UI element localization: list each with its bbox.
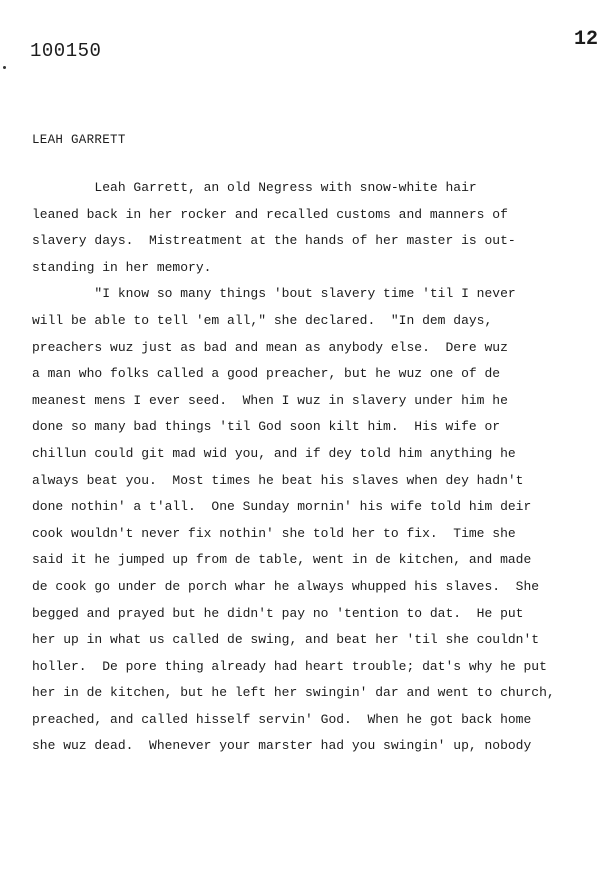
text-line: will be able to tell 'em all," she declared. "In dem days, <box>32 312 493 328</box>
text-line: standing in her memory. <box>32 259 212 275</box>
page-number: 12 <box>574 28 599 51</box>
text-line: said it he jumped up from de table, went in de kitchen, and made <box>32 552 532 568</box>
text-line: meanest mens I ever seed. When I wuz in slavery under him he <box>32 392 508 408</box>
text-line: begged and prayed but he didn't pay no 'tention to dat. He put <box>32 605 524 621</box>
text-line: always beat you. Most times he beat his slaves when dey hadn't <box>32 472 524 488</box>
text-line: cook wouldn't never fix nothin' she told her to fix. Time she <box>32 525 516 541</box>
scan-speck <box>3 66 6 69</box>
text-line: preached, and called hisself servin' God. When he got back home <box>32 711 532 727</box>
text-line: de cook go under de porch whar he always whupped his slaves. She <box>32 578 540 594</box>
subject-heading: LEAH GARRETT <box>32 133 126 147</box>
text-line: she wuz dead. Whenever your marster had you swingin' up, nobody <box>32 738 532 754</box>
text-line: done so many bad things 'til God soon kilt him. His wife or <box>32 419 501 435</box>
text-line: holler. De pore thing already had heart trouble; dat's why he put <box>32 658 547 674</box>
text-line: chillun could git mad wid you, and if dey told him anything he <box>32 445 516 461</box>
document-id: 100150 <box>30 40 102 62</box>
text-line: Leah Garrett, an old Negress with snow-white hair <box>32 180 477 195</box>
text-line: her in de kitchen, but he left her swingin' dar and went to church, <box>32 685 555 701</box>
text-line: a man who folks called a good preacher, but he wuz one of de <box>32 366 501 382</box>
text-line: her up in what us called de swing, and beat her 'til she couldn't <box>32 632 540 648</box>
text-line: leaned back in her rocker and recalled customs and manners of <box>32 206 508 222</box>
text-line: "I know so many things 'bout slavery time 'til I never <box>32 286 516 302</box>
text-line: preachers wuz just as bad and mean as anybody else. Dere wuz <box>32 339 508 355</box>
text-line: done nothin' a t'all. One Sunday mornin' his wife told him deir <box>32 499 532 515</box>
text-line: slavery days. Mistreatment at the hands of her master is out- <box>32 233 516 249</box>
body-text <box>32 175 592 760</box>
